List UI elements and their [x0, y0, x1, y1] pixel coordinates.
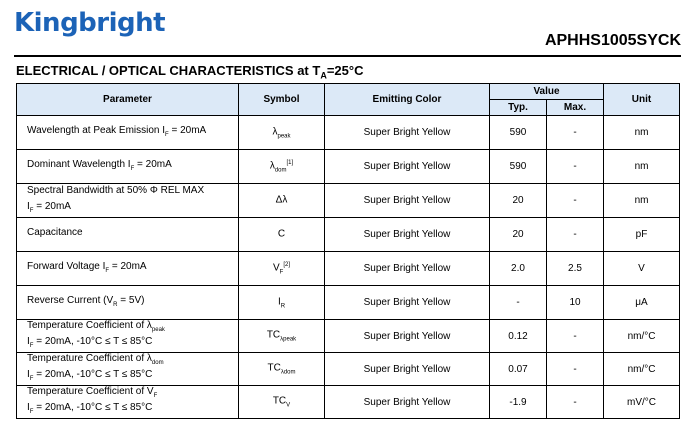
unit-cell: nm [604, 150, 680, 184]
typ-cell: 2.0 [490, 252, 547, 286]
table-row [17, 252, 680, 286]
table-row [17, 386, 680, 419]
max-cell: - [547, 386, 604, 419]
max-cell: 2.5 [547, 252, 604, 286]
emitting-color-cell: Super Bright Yellow [325, 386, 490, 419]
unit-cell: nm/°C [604, 353, 680, 386]
header-divider [14, 55, 681, 57]
max-cell: - [547, 218, 604, 252]
unit-cell: mV/°C [604, 386, 680, 419]
header-max: Max. [547, 100, 604, 116]
part-number: APHHS1005SYCK [544, 32, 681, 49]
header-emitting-color: Emitting Color [325, 84, 490, 116]
symbol-cell: $V_F[2]$ [239, 252, 325, 286]
table-row [17, 353, 680, 386]
table-row [17, 286, 680, 320]
unit-cell: μA [604, 286, 680, 320]
parameter-cell: Wavelength at Peak Emission $I_F = 20mA$ [17, 116, 239, 150]
typ-cell: - [490, 286, 547, 320]
unit-cell: nm [604, 184, 680, 218]
table-row [17, 320, 680, 353]
emitting-color-cell: Super Bright Yellow [325, 184, 490, 218]
emitting-color-cell: Super Bright Yellow [325, 286, 490, 320]
symbol-cell: $\lambda_{dom}[1]$ [239, 150, 325, 184]
table-row [17, 150, 680, 184]
symbol-cell: $TC_{\lambda dom}$ [239, 353, 325, 386]
header-unit: Unit [604, 84, 680, 116]
symbol-cell: C [239, 218, 325, 252]
typ-cell: 590 [490, 116, 547, 150]
symbol-cell: Δλ [239, 184, 325, 218]
emitting-color-cell: Super Bright Yellow [325, 320, 490, 353]
unit-cell: pF [604, 218, 680, 252]
brand-logo: Kingbright [14, 8, 166, 38]
table-row [17, 184, 680, 218]
emitting-color-cell: Super Bright Yellow [325, 353, 490, 386]
characteristics-table [16, 83, 680, 419]
parameter-cell: Temperature Coefficient of $\lambda_{dom}$ $I_F = 20mA$, -10°C ≤ T ≤ 85°C [17, 353, 239, 386]
unit-cell: V [604, 252, 680, 286]
unit-cell: nm [604, 116, 680, 150]
parameter-cell: Temperature Coefficient of $\lambda_{peak}$ $I_F = 20mA$, -10°C ≤ T ≤ 85°C [17, 320, 239, 353]
symbol-cell: $TC_V$ [239, 386, 325, 419]
symbol-cell: $TC_{\lambda peak}$ [239, 320, 325, 353]
symbol-cell: $I_R$ [239, 286, 325, 320]
parameter-cell: Forward Voltage $I_F = 20mA$ [17, 252, 239, 286]
typ-cell: 20 [490, 184, 547, 218]
emitting-color-cell: Super Bright Yellow [325, 252, 490, 286]
table-row [17, 218, 680, 252]
parameter-cell: Temperature Coefficient of $V_F$ $I_F = 20mA$, -10°C ≤ T ≤ 85°C [17, 386, 239, 419]
typ-cell: 0.12 [490, 320, 547, 353]
header-parameter: Parameter [17, 84, 239, 116]
parameter-cell: Capacitance [17, 218, 239, 252]
unit-cell: nm/°C [604, 320, 680, 353]
symbol-cell: $\lambda_{peak}$ [239, 116, 325, 150]
parameter-cell: Dominant Wavelength $I_F = 20mA$ [17, 150, 239, 184]
parameter-cell: Reverse Current $(V_R = 5V)$ [17, 286, 239, 320]
section-title: ELECTRICAL / OPTICAL CHARACTERISTICS at $T_A=25^\circ C$ [16, 63, 364, 81]
header-value: Value [490, 84, 604, 100]
typ-cell: 20 [490, 218, 547, 252]
parameter-cell: Spectral Bandwidth at 50% Φ REL MAX $I_F = 20mA$ [17, 184, 239, 218]
emitting-color-cell: Super Bright Yellow [325, 116, 490, 150]
max-cell: - [547, 353, 604, 386]
max-cell: - [547, 150, 604, 184]
header-symbol: Symbol [239, 84, 325, 116]
typ-cell: 0.07 [490, 353, 547, 386]
typ-cell: 590 [490, 150, 547, 184]
max-cell: 10 [547, 286, 604, 320]
typ-cell: -1.9 [490, 386, 547, 419]
max-cell: - [547, 320, 604, 353]
table-row [17, 116, 680, 150]
max-cell: - [547, 184, 604, 218]
emitting-color-cell: Super Bright Yellow [325, 218, 490, 252]
header-typ: Typ. [490, 100, 547, 116]
emitting-color-cell: Super Bright Yellow [325, 150, 490, 184]
max-cell: - [547, 116, 604, 150]
